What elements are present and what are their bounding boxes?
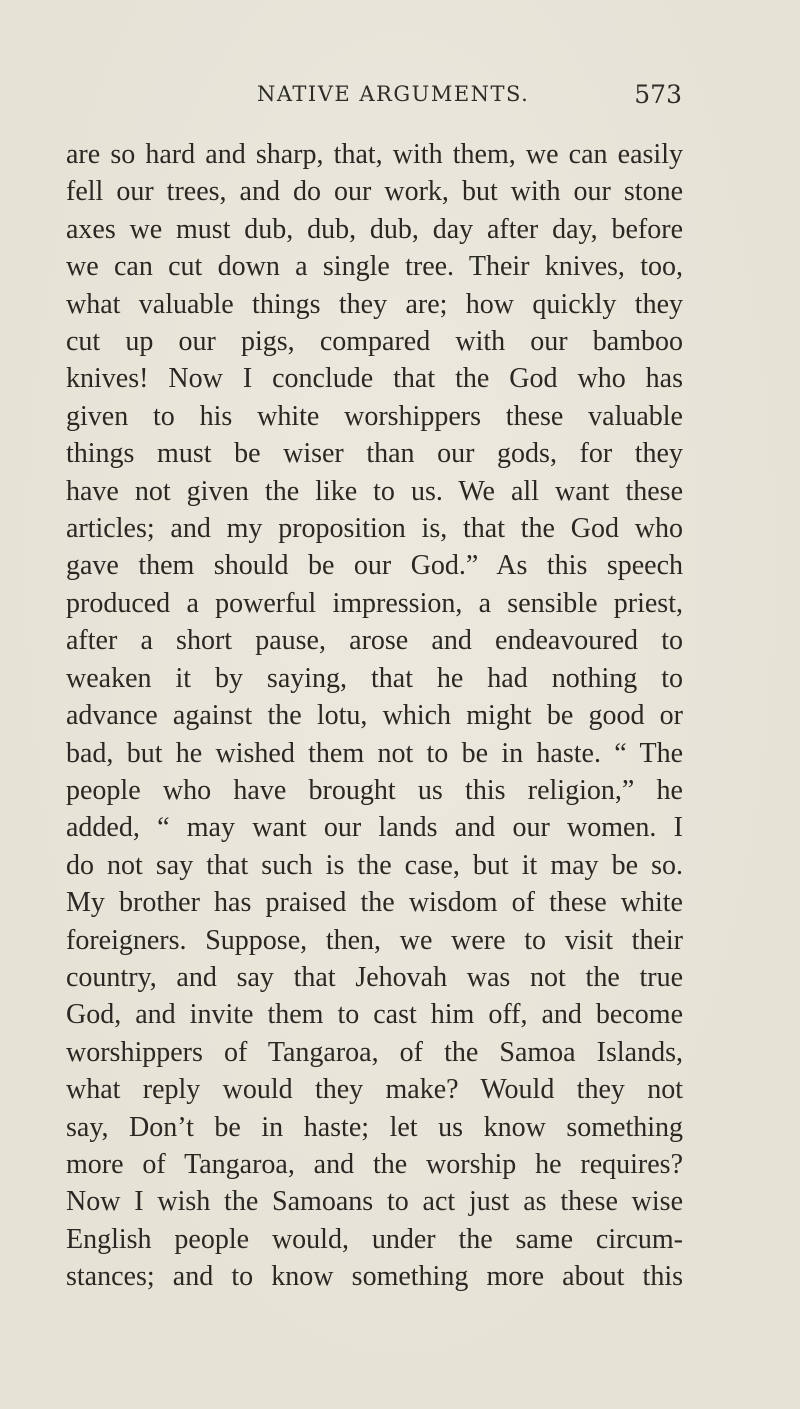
page-number: 573 bbox=[634, 80, 682, 109]
text-line: gave them should be our God.” As this speech bbox=[66, 550, 683, 582]
text-line: axes we must dub, dub, dub, day after day, before bbox=[66, 213, 683, 245]
text-line: weaken it by saying, that he had nothing to bbox=[66, 662, 683, 694]
text-line: produced a powerful impression, a sensible priest, bbox=[66, 587, 683, 619]
text-line: are so hard and sharp, that, with them, we can easily bbox=[66, 139, 683, 170]
text-line: Now I wish the Samoans to act just as these wise bbox=[66, 1186, 683, 1218]
text-line: stances; and to know something more about this bbox=[66, 1261, 683, 1293]
text-line: added, “ may want our lands and our women. I bbox=[66, 812, 683, 844]
text-line: fell our trees, and do our work, but with our stone bbox=[66, 176, 683, 208]
body-text bbox=[66, 136, 683, 1296]
text-line: worshippers of Tangaroa, of the Samoa Islands, bbox=[66, 1036, 683, 1068]
text-line: say, Don’t be in haste; let us know something bbox=[66, 1111, 683, 1143]
text-line: what reply would they make? Would they not bbox=[66, 1074, 683, 1106]
text-line: God, and invite them to cast him off, and become bbox=[66, 999, 683, 1031]
text-line: advance against the lotu, which might be good or bbox=[66, 700, 683, 732]
text-line: cut up our pigs, compared with our bamboo bbox=[66, 326, 683, 358]
text-line: given to his white worshippers these valuable bbox=[66, 400, 683, 432]
text-line: do not say that such is the case, but it may be so. bbox=[66, 849, 683, 881]
text-line: we can cut down a single tree. Their knives, too, bbox=[66, 251, 683, 283]
text-line: knives! Now I conclude that the God who has bbox=[66, 363, 683, 395]
text-line: English people would, under the same circum- bbox=[66, 1223, 683, 1255]
text-line: bad, but he wished them not to be in haste. “ The bbox=[66, 737, 683, 769]
text-line: country, and say that Jehovah was not the true bbox=[66, 961, 683, 993]
text-line: articles; and my proposition is, that the God who bbox=[66, 513, 683, 545]
text-line: what valuable things they are; how quickly they bbox=[66, 288, 683, 320]
text-line: people who have brought us this religion,” he bbox=[66, 774, 683, 806]
text-line: more of Tangaroa, and the worship he requires? bbox=[66, 1148, 683, 1180]
text-line: My brother has praised the wisdom of these white bbox=[66, 887, 683, 919]
running-head bbox=[62, 82, 682, 122]
text-line: foreigners. Suppose, then, we were to visit their bbox=[66, 924, 683, 956]
running-head-title: NATIVE ARGUMENTS. bbox=[257, 82, 530, 106]
text-line: after a short pause, arose and endeavoured to bbox=[66, 625, 683, 657]
text-line: have not given the like to us. We all want these bbox=[66, 475, 683, 507]
text-line: things must be wiser than our gods, for they bbox=[66, 438, 683, 470]
